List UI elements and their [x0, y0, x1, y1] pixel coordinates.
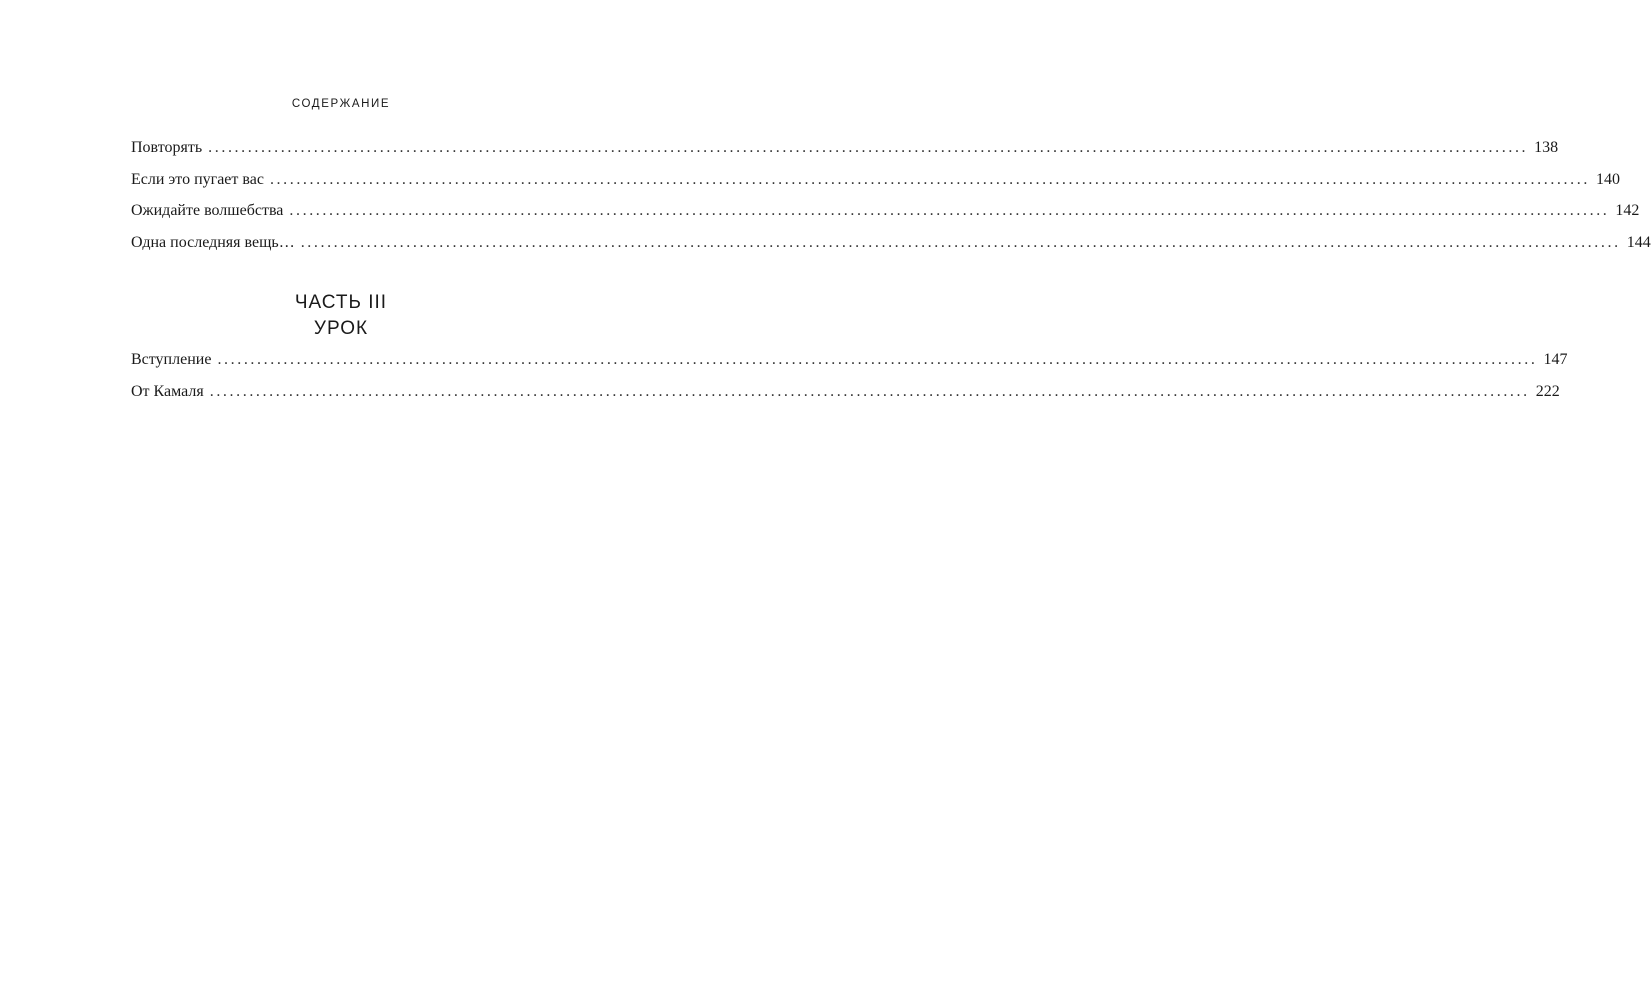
dot-leader: ........................................................................................................................................................................................................ [208, 139, 1529, 156]
dot-leader: ........................................................................................................................................................................................................ [209, 382, 1530, 400]
toc-entry[interactable] [131, 233, 1651, 266]
toc-entry-title: Повторять [131, 139, 203, 156]
toc-entry[interactable] [131, 170, 1620, 203]
dot-leader: ........................................................................................................................................................................................................ [269, 170, 1590, 188]
toc-entry-page: 138 [1534, 139, 1559, 156]
part-title: УРОК [313, 318, 369, 339]
toc-entry[interactable] [131, 351, 1568, 383]
toc-entry-page: 222 [1535, 382, 1560, 400]
toc-entry-title: Если это пугает вас [131, 170, 264, 188]
dot-leader: ........................................................................................................................................................................................................ [217, 351, 1538, 368]
toc-entry[interactable] [131, 382, 1560, 415]
toc-entry[interactable] [131, 202, 1640, 234]
toc-entry-title: Одна последняя вещь… [131, 233, 295, 251]
toc-entry-title: От Камаля [131, 382, 204, 400]
toc-section-part-2-end [131, 139, 1651, 265]
toc-entry-page: 147 [1543, 351, 1568, 368]
running-head: СОДЕРЖАНИЕ [291, 98, 391, 110]
toc-entry[interactable] [131, 139, 1559, 171]
part-label: ЧАСТЬ III [294, 292, 388, 313]
toc-entry-page: 144 [1626, 233, 1651, 251]
dot-leader: ........................................................................................................................................................................................................ [300, 233, 1621, 251]
dot-leader: ........................................................................................................................................................................................................ [289, 202, 1610, 219]
toc-entry-page: 142 [1615, 202, 1640, 219]
toc-entry-page: 140 [1595, 170, 1620, 188]
toc-section-part-3 [131, 351, 1568, 414]
toc-entry-title: Вступление [131, 351, 212, 368]
toc-entry-title: Ожидайте волшебства [131, 202, 284, 219]
part-heading [0, 291, 682, 341]
